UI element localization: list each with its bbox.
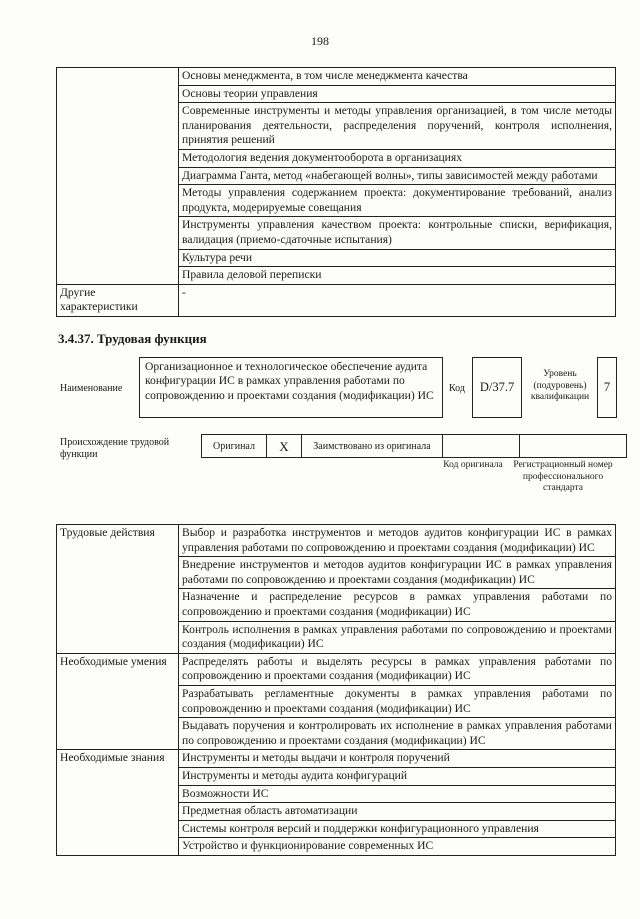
function-name-box: Организационное и технологическое обеспечение аудита конфигурации ИС в рамках управления работами по сопровождению и проектами создания (модификации) ИС [139,357,443,418]
original-code-caption: Код оригинала [443,460,503,470]
knowledge-row: Методология ведения документооборота в организациях [179,149,616,167]
knowledge-row: Современные инструменты и методы управления организацией, в том числе методы планирования деятельности, распределения поручений, контроля исполнения, принятия решений [179,103,616,150]
qualification-level-box: 7 [597,357,617,418]
other-characteristics-label: Другие характеристики [57,284,179,316]
knowledge-row: Устройство и функционирование современных ИС [179,838,616,856]
empty-label-cell [57,68,179,285]
knowledge-row: Возможности ИС [179,785,616,803]
knowledge-row: Основы теории управления [179,85,616,103]
action-row: Выбор и разработка инструментов и методов аудитов конфигурации ИС в рамках управления работами по сопровождению и проектами создания (модификации) ИС [179,525,616,557]
knowledge-row: Предметная область автоматизации [179,803,616,821]
borrowed-label-cell: Заимствовано из оригинала [302,435,443,458]
knowledge-table-continued [56,67,616,317]
original-label-cell: Оригинал [202,435,267,458]
knowledge-row: Правила деловой переписки [179,267,616,285]
knowledge-row: Системы контроля версий и поддержки конфигурационного управления [179,820,616,838]
labor-function-table [56,524,616,856]
skill-row: Распределять работы и выделять ресурсы в рамках управления работами по сопровождению и проектами создания (модификации) ИС [179,653,616,685]
action-row: Контроль исполнения в рамках управления работами по сопровождению и проектами создания (модификации) ИС [179,621,616,653]
knowledge-row: Основы менеджмента, в том числе менеджмента качества [179,68,616,86]
knowledge-label: Необходимые знания [57,750,179,856]
knowledge-row: Инструменты и методы выдачи и контроля поручений [179,750,616,768]
knowledge-row: Культура речи [179,249,616,267]
original-mark-cell: X [267,435,302,458]
knowledge-row: Методы управления содержанием проекта: документирование требований, анализ продукта, модерируемые совещания [179,185,616,217]
code-label: Код [449,383,465,394]
skill-row: Разрабатывать регламентные документы в рамках управления работами по сопровождению и проектами создания (модификации) ИС [179,685,616,717]
name-label: Наименование [60,383,123,394]
page-number: 198 [311,34,329,48]
origin-strip [201,434,627,458]
knowledge-row: Инструменты управления качеством проекта: контрольные списки, верификация, валидация (приемо-сдаточные испытания) [179,217,616,249]
skill-row: Выдавать поручения и контролировать их исполнение в рамках управления работами по сопровождению и проектами создания (модификации) ИС [179,718,616,750]
knowledge-row: Диаграмма Ганта, метод «набегающей волны», типы зависимостей между работами [179,167,616,185]
reg-number-caption: Регистрационный номер профессионального стандарта [513,460,613,493]
section-title: 3.4.37. Трудовая функция [58,331,207,346]
origin-label: Происхождение трудовой функции [60,437,170,460]
action-row: Внедрение инструментов и методов аудитов конфигурации ИС в рамках управления работами по сопровождению и проектами создания (модификации) ИС [179,557,616,589]
reg-number-cell [520,435,627,458]
action-row: Назначение и распределение ресурсов в рамках управления работами по сопровождению и проектами создания (модификации) ИС [179,589,616,621]
original-code-cell [443,435,520,458]
other-characteristics-value: - [179,284,616,316]
skills-label: Необходимые умения [57,653,179,750]
function-code-box: D/37.7 [472,357,522,418]
level-label: Уровень (подуровень) квалификации [530,369,590,402]
actions-label: Трудовые действия [57,525,179,654]
knowledge-row: Инструменты и методы аудита конфигураций [179,767,616,785]
